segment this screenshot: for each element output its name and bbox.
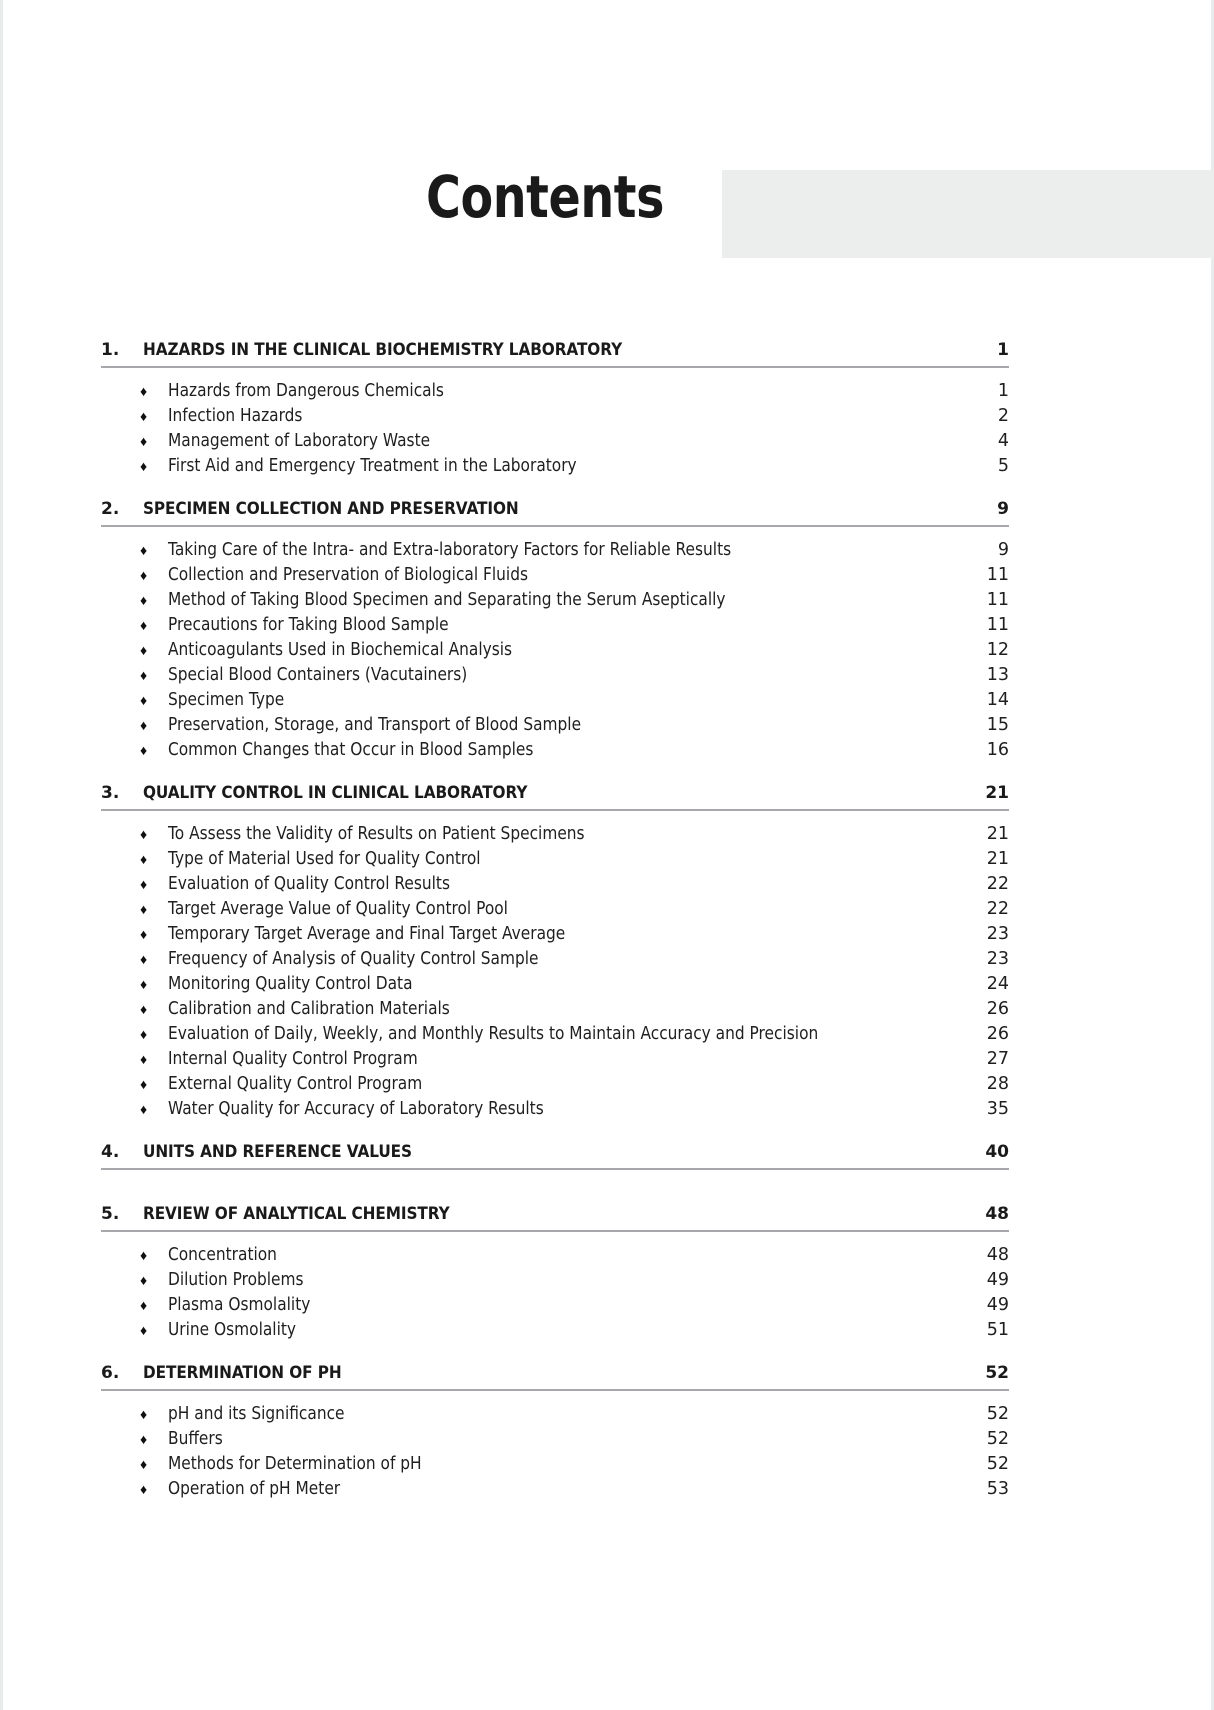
toc-chapter-heading[interactable] — [101, 1363, 1009, 1391]
toc-entry[interactable] — [101, 590, 1009, 615]
toc-entry[interactable] — [101, 924, 1009, 949]
diamond-bullet-icon: ♦ — [140, 1076, 148, 1092]
toc-entry[interactable] — [101, 540, 1009, 565]
toc-entry-label: Hazards from Dangerous Chemicals — [168, 381, 444, 401]
diamond-bullet-icon: ♦ — [140, 1026, 148, 1042]
toc-entry-page-number: 22 — [986, 899, 1009, 919]
toc-entry[interactable] — [101, 1099, 1009, 1124]
toc-entry-label: Specimen Type — [168, 690, 285, 710]
diamond-bullet-icon: ♦ — [140, 976, 148, 992]
toc-entry-page-number: 11 — [986, 565, 1009, 585]
toc-chapter — [101, 1363, 1009, 1522]
diamond-bullet-icon: ♦ — [140, 951, 148, 967]
toc-entry[interactable] — [101, 1295, 1009, 1320]
toc-entry-page-number: 51 — [986, 1320, 1009, 1340]
toc-chapter-page-number: 21 — [985, 783, 1009, 803]
toc-entry-label: Calibration and Calibration Materials — [168, 999, 450, 1019]
toc-entry-label: Dilution Problems — [168, 1270, 304, 1290]
toc-entry-page-number: 21 — [986, 849, 1009, 869]
toc-entry[interactable] — [101, 406, 1009, 431]
toc-entry-label: Evaluation of Quality Control Results — [168, 874, 450, 894]
toc-entry[interactable] — [101, 874, 1009, 899]
toc-entry-page-number: 15 — [986, 715, 1009, 735]
toc-chapter — [101, 1204, 1009, 1363]
toc-entry-page-number: 49 — [986, 1295, 1009, 1315]
diamond-bullet-icon: ♦ — [140, 1322, 148, 1338]
toc-entry-label: Methods for Determination of pH — [168, 1454, 422, 1474]
toc-entry-page-number: 52 — [986, 1429, 1009, 1449]
toc-chapter-items — [101, 368, 1009, 499]
toc-entry[interactable] — [101, 1429, 1009, 1454]
toc-entry[interactable] — [101, 431, 1009, 456]
toc-entry-page-number: 52 — [986, 1454, 1009, 1474]
toc-chapter-items — [101, 1232, 1009, 1363]
toc-chapter-page-number: 9 — [997, 499, 1009, 519]
toc-entry[interactable] — [101, 999, 1009, 1024]
toc-entry-page-number: 11 — [986, 615, 1009, 635]
toc-chapter-items — [101, 1391, 1009, 1522]
diamond-bullet-icon: ♦ — [140, 642, 148, 658]
toc-entry-page-number: 24 — [986, 974, 1009, 994]
toc-chapter-page-number: 40 — [985, 1142, 1009, 1162]
toc-entry[interactable] — [101, 456, 1009, 481]
toc-chapter-heading[interactable] — [101, 1142, 1009, 1170]
toc-entry-page-number: 9 — [997, 540, 1009, 560]
diamond-bullet-icon: ♦ — [140, 667, 148, 683]
toc-entry[interactable] — [101, 640, 1009, 665]
toc-entry-page-number: 48 — [986, 1245, 1009, 1265]
diamond-bullet-icon: ♦ — [140, 383, 148, 399]
diamond-bullet-icon: ♦ — [140, 408, 148, 424]
diamond-bullet-icon: ♦ — [140, 1297, 148, 1313]
toc-chapter-items — [101, 811, 1009, 1142]
toc-chapter-items — [101, 527, 1009, 783]
toc-entry-label: Frequency of Analysis of Quality Control Sample — [168, 949, 539, 969]
toc-chapter-number: 3. — [101, 783, 120, 803]
toc-chapter-page-number: 52 — [985, 1363, 1009, 1383]
toc-entry-page-number: 49 — [986, 1270, 1009, 1290]
toc-entry-page-number: 28 — [986, 1074, 1009, 1094]
toc-entry-label: Method of Taking Blood Specimen and Separating the Serum Aseptically — [168, 590, 726, 610]
toc-entry-label: Temporary Target Average and Final Target Average — [168, 924, 566, 944]
toc-entry[interactable] — [101, 715, 1009, 740]
toc-entry-page-number: 4 — [997, 431, 1009, 451]
toc-entry[interactable] — [101, 565, 1009, 590]
toc-entry[interactable] — [101, 1024, 1009, 1049]
toc-entry[interactable] — [101, 381, 1009, 406]
toc-entry[interactable] — [101, 1479, 1009, 1504]
diamond-bullet-icon: ♦ — [140, 1247, 148, 1263]
toc-entry-label: Infection Hazards — [168, 406, 303, 426]
toc-entry-label: Preservation, Storage, and Transport of Blood Sample — [168, 715, 582, 735]
diamond-bullet-icon: ♦ — [140, 1051, 148, 1067]
diamond-bullet-icon: ♦ — [140, 592, 148, 608]
toc-chapter-heading[interactable] — [101, 783, 1009, 811]
page-left-edge-rule — [0, 0, 3, 1710]
toc-chapter-title: DETERMINATION OF PH — [143, 1363, 342, 1383]
toc-entry-label: Anticoagulants Used in Biochemical Analysis — [168, 640, 513, 660]
toc-entry-page-number: 21 — [986, 824, 1009, 844]
toc-chapter-heading[interactable] — [101, 340, 1009, 368]
diamond-bullet-icon: ♦ — [140, 1431, 148, 1447]
toc-entry-label: Plasma Osmolality — [168, 1295, 311, 1315]
toc-entry-page-number: 16 — [986, 740, 1009, 760]
toc-entry[interactable] — [101, 1049, 1009, 1074]
toc-entry-page-number: 23 — [986, 949, 1009, 969]
toc-entry-label: Internal Quality Control Program — [168, 1049, 418, 1069]
toc-entry-label: To Assess the Validity of Results on Patient Specimens — [168, 824, 585, 844]
diamond-bullet-icon: ♦ — [140, 692, 148, 708]
toc-entry-page-number: 26 — [986, 999, 1009, 1019]
toc-entry-page-number: 53 — [986, 1479, 1009, 1499]
toc-entry-label: Precautions for Taking Blood Sample — [168, 615, 449, 635]
toc-entry-label: External Quality Control Program — [168, 1074, 423, 1094]
toc-entry[interactable] — [101, 1320, 1009, 1345]
toc-chapter-page-number: 48 — [985, 1204, 1009, 1224]
toc-entry-label: First Aid and Emergency Treatment in the Laboratory — [168, 456, 577, 476]
toc-chapter-heading[interactable] — [101, 499, 1009, 527]
toc-entry-label: pH and its Significance — [168, 1404, 345, 1424]
diamond-bullet-icon: ♦ — [140, 1272, 148, 1288]
toc-entry-page-number: 2 — [997, 406, 1009, 426]
diamond-bullet-icon: ♦ — [140, 567, 148, 583]
diamond-bullet-icon: ♦ — [140, 1001, 148, 1017]
toc-entry-label: Collection and Preservation of Biological Fluids — [168, 565, 529, 585]
toc-entry-label: Target Average Value of Quality Control Pool — [168, 899, 508, 919]
diamond-bullet-icon: ♦ — [140, 1101, 148, 1117]
toc-chapter-number: 1. — [101, 340, 120, 360]
toc-entry[interactable] — [101, 899, 1009, 924]
toc-entry-label: Operation of pH Meter — [168, 1479, 341, 1499]
toc-entry[interactable] — [101, 615, 1009, 640]
toc-chapter — [101, 783, 1009, 1142]
toc-entry-label: Urine Osmolality — [168, 1320, 297, 1340]
diamond-bullet-icon: ♦ — [140, 717, 148, 733]
toc-entry-page-number: 22 — [986, 874, 1009, 894]
diamond-bullet-icon: ♦ — [140, 1456, 148, 1472]
diamond-bullet-icon: ♦ — [140, 1406, 148, 1422]
toc-chapter-title: SPECIMEN COLLECTION AND PRESERVATION — [143, 499, 519, 519]
toc-chapter — [101, 1142, 1009, 1170]
toc-entry-label: Common Changes that Occur in Blood Samples — [168, 740, 534, 760]
toc-chapter — [101, 499, 1009, 783]
diamond-bullet-icon: ♦ — [140, 1481, 148, 1497]
diamond-bullet-icon: ♦ — [140, 901, 148, 917]
toc-entry-page-number: 52 — [986, 1404, 1009, 1424]
toc-chapter-title: UNITS AND REFERENCE VALUES — [143, 1142, 412, 1162]
toc-chapter-title: REVIEW OF ANALYTICAL CHEMISTRY — [143, 1204, 450, 1224]
toc-entry-page-number: 14 — [986, 690, 1009, 710]
diamond-bullet-icon: ♦ — [140, 542, 148, 558]
toc-entry-page-number: 35 — [986, 1099, 1009, 1119]
toc-entry[interactable] — [101, 665, 1009, 690]
toc-chapter-title: QUALITY CONTROL IN CLINICAL LABORATORY — [143, 783, 528, 803]
toc-entry-label: Buffers — [168, 1429, 223, 1449]
diamond-bullet-icon: ♦ — [140, 458, 148, 474]
toc-entry[interactable] — [101, 974, 1009, 999]
toc-entry-label: Management of Laboratory Waste — [168, 431, 431, 451]
diamond-bullet-icon: ♦ — [140, 851, 148, 867]
toc-entry-page-number: 13 — [986, 665, 1009, 685]
toc-chapter — [101, 340, 1009, 499]
toc-entry[interactable] — [101, 824, 1009, 849]
toc-entry-page-number: 5 — [997, 456, 1009, 476]
toc-entry-page-number: 1 — [997, 381, 1009, 401]
diamond-bullet-icon: ♦ — [140, 826, 148, 842]
toc-chapter-number: 6. — [101, 1363, 120, 1383]
toc-entry-page-number: 12 — [986, 640, 1009, 660]
toc-chapter-title: HAZARDS IN THE CLINICAL BIOCHEMISTRY LABORATORY — [143, 340, 623, 360]
toc-entry[interactable] — [101, 740, 1009, 765]
toc-entry[interactable] — [101, 1270, 1009, 1295]
toc-entry-label: Taking Care of the Intra- and Extra-laboratory Factors for Reliable Results — [168, 540, 732, 560]
diamond-bullet-icon: ♦ — [140, 433, 148, 449]
toc-entry-label: Type of Material Used for Quality Control — [168, 849, 481, 869]
diamond-bullet-icon: ♦ — [140, 926, 148, 942]
toc-chapter-heading[interactable] — [101, 1204, 1009, 1232]
toc-entry-label: Evaluation of Daily, Weekly, and Monthly Results to Maintain Accuracy and Precision — [168, 1024, 819, 1044]
diamond-bullet-icon: ♦ — [140, 876, 148, 892]
toc-chapter-number: 4. — [101, 1142, 120, 1162]
toc-entry-label: Monitoring Quality Control Data — [168, 974, 413, 994]
toc-chapter-number: 2. — [101, 499, 120, 519]
toc-entry-label: Concentration — [168, 1245, 277, 1265]
toc-entry-page-number: 11 — [986, 590, 1009, 610]
toc-chapter-number: 5. — [101, 1204, 120, 1224]
diamond-bullet-icon: ♦ — [140, 617, 148, 633]
toc-chapter-page-number: 1 — [997, 340, 1009, 360]
toc-entry[interactable] — [101, 690, 1009, 715]
table-of-contents — [101, 340, 1009, 1522]
toc-entry-label: Special Blood Containers (Vacutainers) — [168, 665, 468, 685]
page-title: Contents — [425, 163, 665, 231]
diamond-bullet-icon: ♦ — [140, 742, 148, 758]
toc-entry[interactable] — [101, 849, 1009, 874]
toc-entry[interactable] — [101, 1454, 1009, 1479]
toc-entry-label: Water Quality for Accuracy of Laboratory Results — [168, 1099, 544, 1119]
toc-entry[interactable] — [101, 1404, 1009, 1429]
toc-entry[interactable] — [101, 1245, 1009, 1270]
toc-entry[interactable] — [101, 1074, 1009, 1099]
toc-entry[interactable] — [101, 949, 1009, 974]
toc-entry-page-number: 27 — [986, 1049, 1009, 1069]
toc-entry-page-number: 26 — [986, 1024, 1009, 1044]
toc-entry-page-number: 23 — [986, 924, 1009, 944]
